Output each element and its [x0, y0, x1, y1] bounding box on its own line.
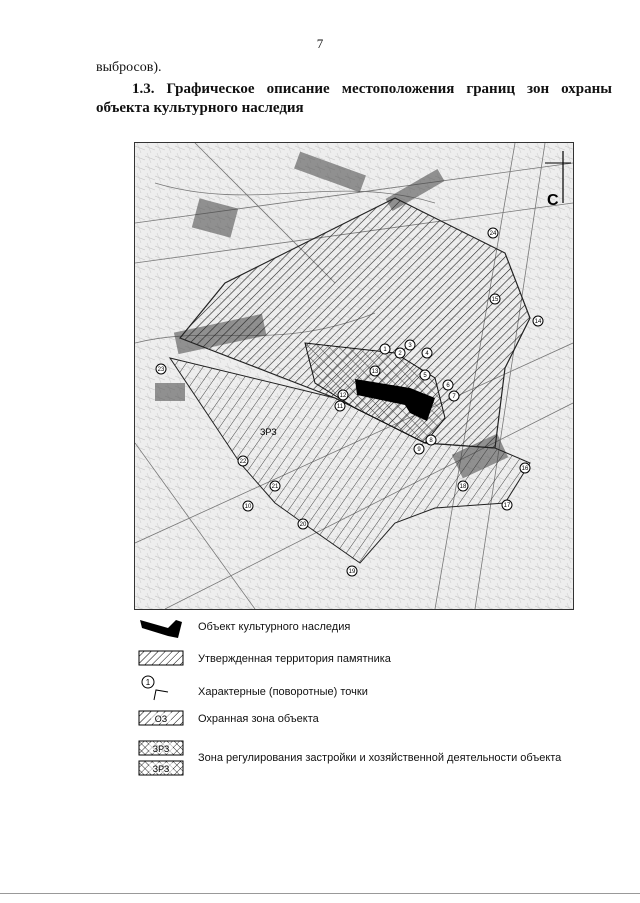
point-marker [156, 364, 166, 374]
zone-label-oz: ОЗ [370, 385, 383, 395]
point-marker [426, 435, 436, 445]
legend-label: Зона регулирования застройки и хозяйственной деятельности объекта [198, 752, 562, 764]
point-marker [490, 294, 500, 304]
point-marker [420, 370, 430, 380]
point-label: 10 [244, 504, 252, 510]
point-marker [335, 401, 345, 411]
zrz-symbol-text-a: ЗРЗ [152, 744, 170, 754]
point-label: 21 [271, 484, 279, 490]
map-drawing [135, 143, 573, 609]
oz-symbol-text: ОЗ [154, 714, 168, 724]
legend-label: Объект культурного наследия [198, 621, 351, 633]
point-marker [380, 344, 390, 354]
point-marker [488, 228, 498, 238]
point-label: 2 [398, 351, 402, 357]
point-marker [243, 501, 253, 511]
point-label: 6 [446, 383, 450, 389]
legend-label: Характерные (поворотные) точки [198, 686, 368, 698]
point-marker [347, 566, 357, 576]
point-marker [458, 481, 468, 491]
point-label: 15 [491, 297, 499, 303]
point-label: 13 [371, 369, 379, 375]
point-label: 23 [157, 367, 165, 373]
zone-map [134, 142, 574, 610]
point-marker [520, 463, 530, 473]
north-label: С [547, 192, 559, 209]
heading-line-2: объекта культурного наследия [96, 100, 304, 116]
point-marker [405, 340, 415, 350]
legend-item-heritage-object [138, 618, 351, 636]
continuation-text: выбросов). [96, 60, 162, 75]
point-symbol-text: 1 [145, 678, 151, 687]
zrz-symbol [138, 740, 184, 776]
page-bottom-rule [0, 893, 640, 894]
point-label: 11 [336, 404, 344, 410]
legend-item-territory [138, 650, 391, 668]
zrz-symbol-text-b: ЗРЗ [152, 764, 170, 774]
point-label: 8 [429, 438, 433, 444]
point-label: 14 [534, 319, 542, 325]
legend-item-oz [138, 710, 319, 728]
legend-item-zrz [138, 740, 562, 776]
point-label: 22 [239, 459, 247, 465]
point-marker [298, 519, 308, 529]
point-marker [449, 391, 459, 401]
point-marker [370, 366, 380, 376]
point-marker [533, 316, 543, 326]
point-label: 9 [417, 447, 421, 453]
page-number: 7 [316, 36, 324, 51]
point-marker [414, 444, 424, 454]
legend-item-points [138, 674, 368, 704]
zone-label-zrz: ЗРЗ [260, 427, 277, 437]
point-label: 19 [348, 569, 356, 575]
point-label: 20 [299, 522, 307, 528]
point-label: 24 [489, 231, 497, 237]
legend-label: Утвержденная территория памятника [198, 653, 391, 665]
oz-symbol [138, 710, 184, 728]
point-label: 4 [425, 351, 429, 357]
point-label: 12 [339, 393, 347, 399]
point-marker [338, 390, 348, 400]
point-marker [395, 348, 405, 358]
point-marker [502, 500, 512, 510]
section-heading [96, 80, 612, 118]
point-symbol [138, 674, 184, 704]
heritage-object-symbol [138, 618, 184, 636]
point-label: 1 [383, 347, 387, 353]
territory-symbol [138, 650, 184, 668]
point-marker [238, 456, 248, 466]
point-label: 7 [452, 394, 456, 400]
point-label: 16 [521, 466, 529, 472]
heading-line-1: 1.3. Графическое описание местоположения границ зон охраны [132, 81, 612, 97]
point-marker [422, 348, 432, 358]
point-label: 5 [423, 373, 427, 379]
point-label: 18 [459, 484, 467, 490]
legend-label: Охранная зона объекта [198, 713, 319, 725]
point-label: 17 [503, 503, 511, 509]
point-marker [270, 481, 280, 491]
point-marker [443, 380, 453, 390]
point-label: 3 [408, 343, 412, 349]
